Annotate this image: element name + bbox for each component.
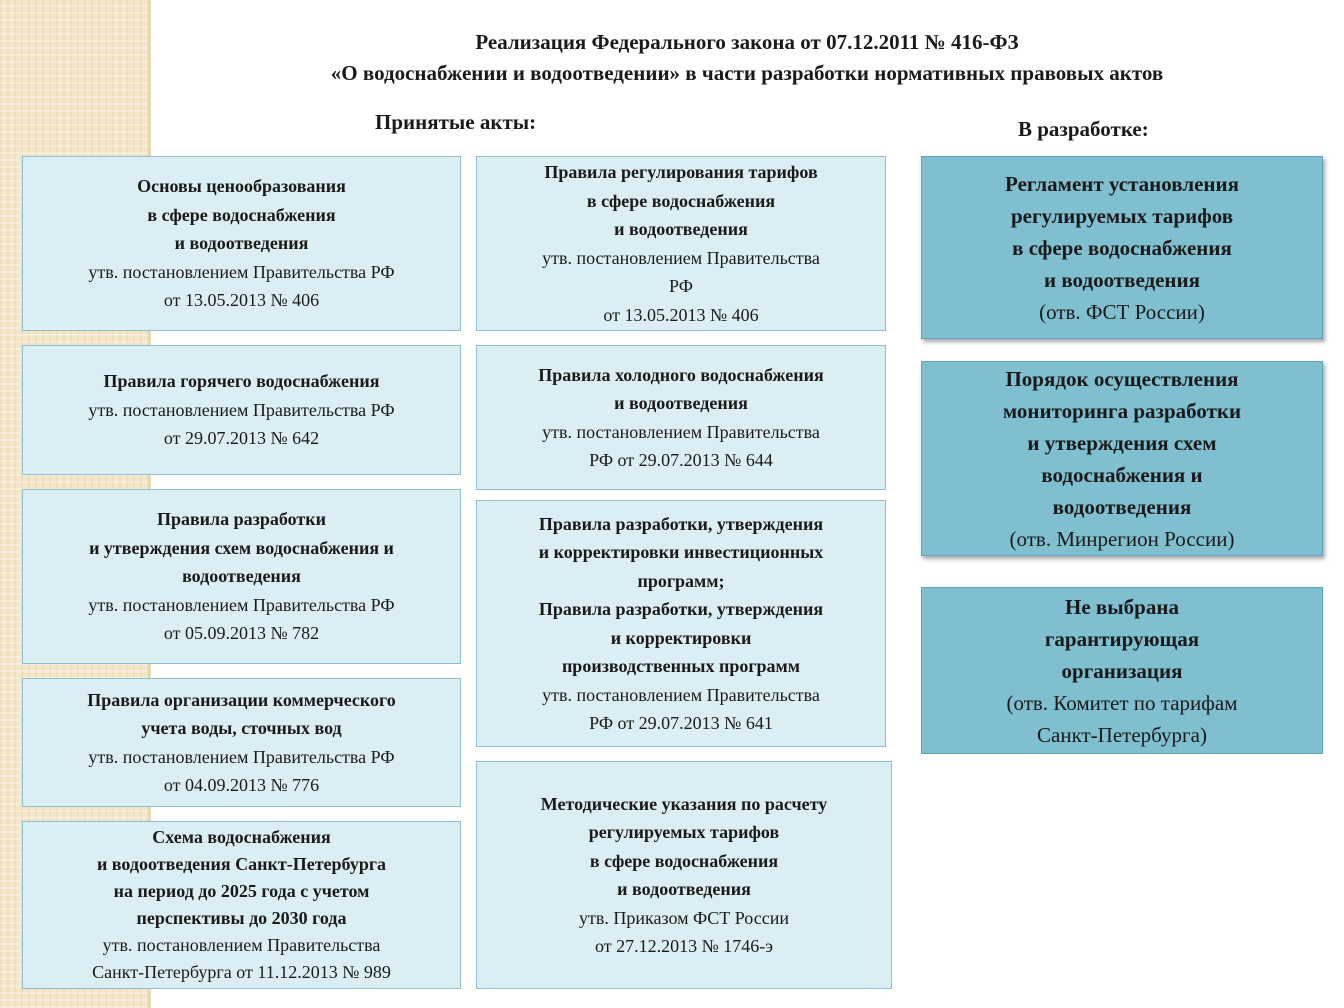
card-note-line: утв. постановлением Правительства [542, 684, 820, 705]
card-title-line: водоотведения [182, 566, 301, 587]
card-title-line: и водоотведения [174, 233, 309, 254]
card-title-line: Правила разработки [156, 509, 327, 530]
card-title-line: и корректировки [610, 627, 752, 648]
card-note-line: утв. постановлением Правительства РФ [88, 594, 395, 615]
card-title-line: Правила организации коммерческого [87, 689, 396, 710]
card-title-line: в сфере водоснабжения [586, 190, 776, 211]
card-title-line: и водоотведения [617, 879, 751, 899]
card-title-line: производственных программ [561, 656, 801, 676]
card-title-line: Правила горячего водоснабжения [103, 371, 380, 392]
card-note-line: (отв. Минрегион России) [1009, 526, 1235, 551]
act-card [476, 761, 892, 989]
card-title-line: Схема водоснабжения [152, 827, 331, 847]
card-title-line: Регламент установления [1005, 171, 1239, 196]
card-title-line: регулируемых тарифов [1010, 203, 1234, 228]
card-note-line: утв. постановлением Правительства РФ [88, 399, 395, 420]
card-note-line: Санкт-Петербурга от 11.12.2013 № 989 [92, 962, 391, 982]
card-note-line: РФ от 29.07.2013 № 644 [589, 450, 773, 470]
card-title-line: Правила разработки, утверждения [538, 513, 824, 534]
card-title-line: гарантирующая [1044, 626, 1200, 651]
card-title-line: в сфере водоснабжения [147, 204, 336, 225]
card-note-line: (отв. Комитет по тарифам [1006, 690, 1238, 715]
card-title-line: и водоотведения [614, 393, 748, 413]
card-title-line: водоснабжения и [1041, 462, 1203, 487]
card-title-line: перспективы до 2030 года [136, 908, 347, 928]
pending-card [921, 361, 1323, 556]
act-card [22, 821, 461, 989]
card-note-line: утв. Приказом ФСТ России [579, 907, 789, 928]
card-title-line: в сфере водоснабжения [589, 850, 779, 871]
card-title-line: на период до 2025 года с учетом [113, 881, 370, 901]
card-title-line: мониторинга разработки [1002, 398, 1242, 423]
card-note-line: РФ [669, 276, 693, 296]
card-title-line: программ; [637, 570, 725, 591]
card-title-line: и водоотведения Санкт-Петербурга [96, 854, 387, 874]
act-card [22, 156, 461, 331]
act-card [22, 345, 461, 475]
card-note-line: от 04.09.2013 № 776 [163, 775, 320, 795]
in-progress-heading: В разработке: [1018, 117, 1149, 141]
act-card [476, 156, 886, 331]
page-title-line2: «О водоснабжении и водоотведении» в части разработки нормативных правовых актов [330, 61, 1164, 85]
card-title-line: и водоотведения [614, 219, 748, 239]
card-title-line: Методические указания по расчету [540, 793, 828, 814]
card-note-line: от 13.05.2013 № 406 [603, 304, 759, 325]
card-note-line: утв. постановлением Правительства [102, 935, 381, 955]
card-title-line: и утверждения схем водоснабжения и [89, 537, 394, 558]
page-title-line1: Реализация Федерального закона от 07.12.2011 № 416-ФЗ [475, 30, 1019, 54]
card-title-line: Правила регулирования тарифов [544, 162, 818, 182]
card-note-line: (отв. ФСТ России) [1039, 299, 1205, 324]
card-title-line: в сфере водоснабжения [1012, 235, 1232, 260]
card-title-line: Правила холодного водоснабжения [538, 364, 824, 385]
card-title-line: учета воды, сточных вод [141, 718, 342, 738]
pending-card [921, 587, 1323, 754]
card-note-line: утв. постановлением Правительства РФ [88, 261, 395, 282]
pending-card [921, 156, 1323, 339]
card-note-line: от 29.07.2013 № 642 [163, 428, 320, 449]
card-title-line: Порядок осуществления [1005, 366, 1239, 391]
card-note-line: от 05.09.2013 № 782 [163, 623, 320, 644]
card-title-line: и водоотведения [1044, 267, 1200, 292]
card-title-line: Основы ценообразования [137, 176, 346, 197]
card-title-line: водоотведения [1052, 494, 1192, 519]
card-title-line: Не выбрана [1065, 594, 1179, 619]
card-title-line: и корректировки инвестиционных [538, 542, 824, 562]
act-card [22, 678, 461, 807]
card-title-line: Правила разработки, утверждения [538, 599, 824, 619]
adopted-acts-heading: Принятые акты: [375, 110, 537, 134]
card-note-line: утв. постановлением Правительства [542, 421, 820, 442]
card-note-line: утв. постановлением Правительства РФ [88, 746, 395, 767]
act-card [476, 345, 886, 490]
card-note-line: от 13.05.2013 № 406 [163, 290, 320, 311]
act-card [22, 489, 461, 664]
card-note-line: РФ от 29.07.2013 № 641 [589, 713, 773, 733]
card-note-line: утв. постановлением Правительства [542, 247, 820, 268]
card-title-line: организация [1061, 658, 1183, 683]
card-note-line: от 27.12.2013 № 1746-э [594, 936, 774, 956]
card-title-line: регулируемых тарифов [588, 822, 780, 842]
act-card [476, 500, 886, 747]
card-note-line: Санкт-Петербурга) [1037, 722, 1207, 747]
card-title-line: и утверждения схем [1027, 430, 1217, 455]
